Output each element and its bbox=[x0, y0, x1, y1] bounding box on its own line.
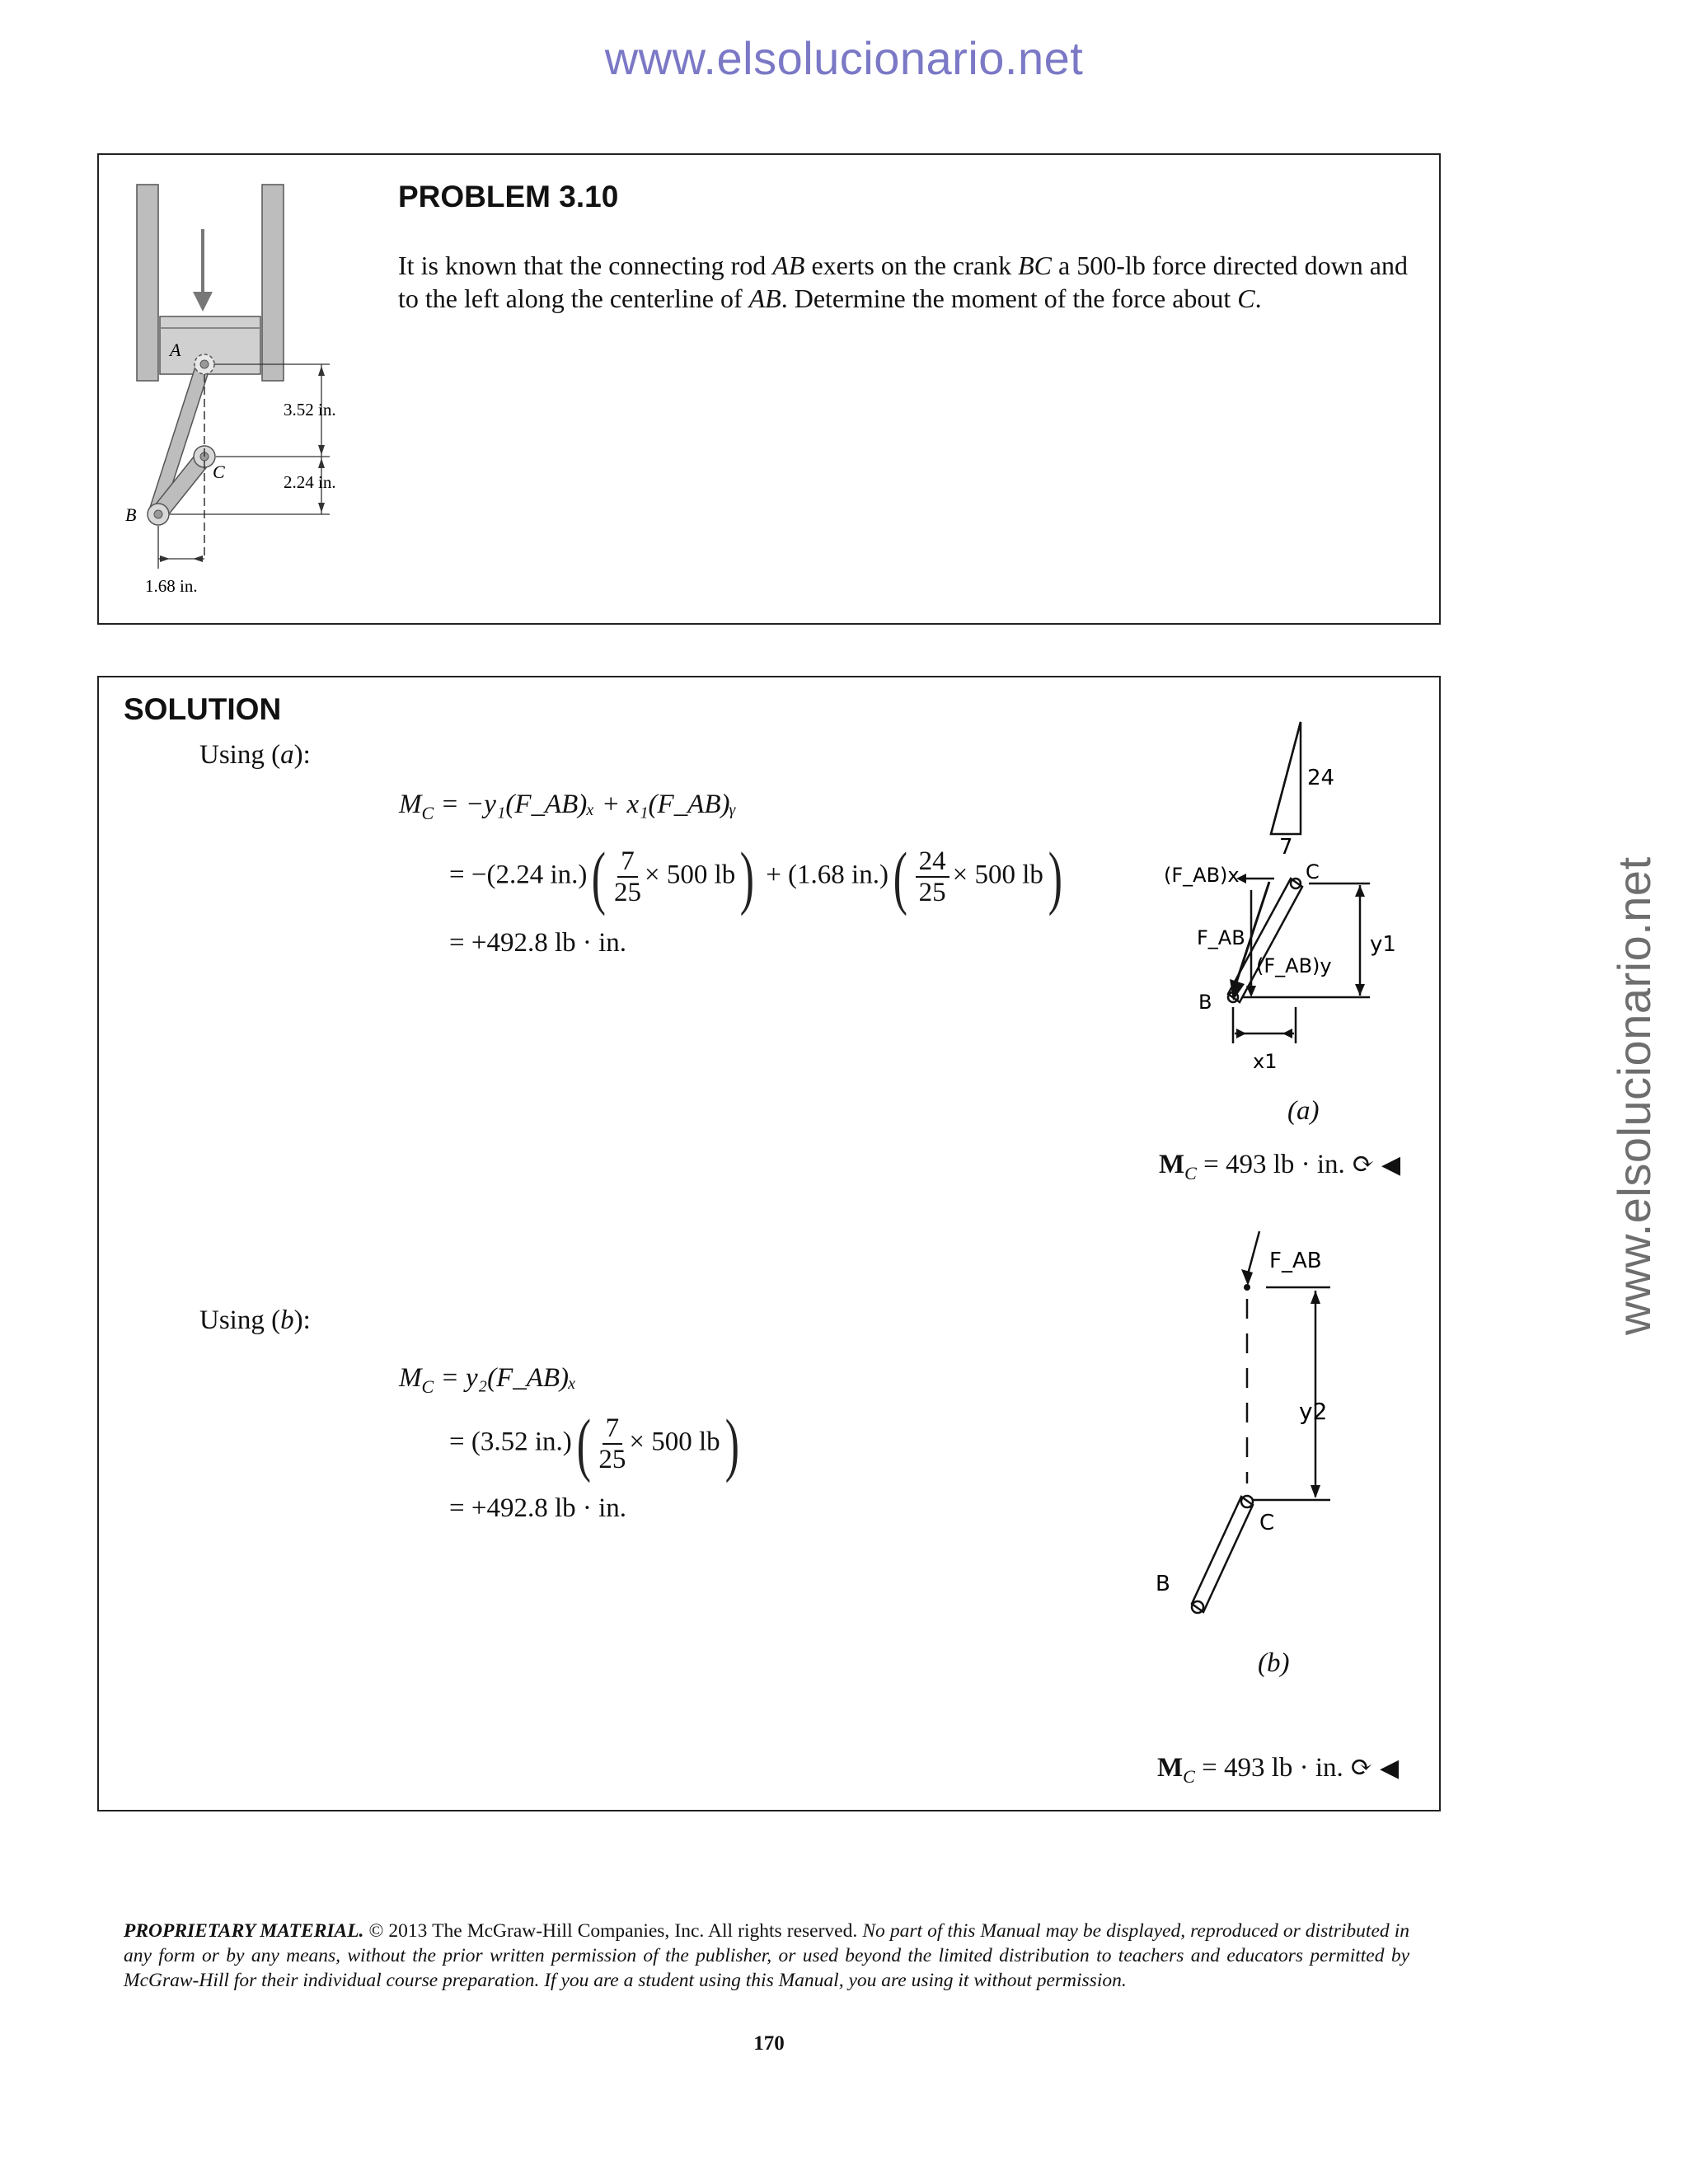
label-b: B bbox=[125, 504, 137, 525]
slope-7: 7 bbox=[1279, 835, 1293, 860]
using-b-label: Using (b): bbox=[199, 1305, 311, 1335]
end-marker-icon: ◀ bbox=[1379, 1755, 1400, 1782]
dim-3-52: 3.52 in. bbox=[284, 400, 336, 419]
caption-a: (a) bbox=[1287, 1096, 1320, 1126]
label-fab-b: F_AB bbox=[1269, 1249, 1322, 1273]
problem-figure bbox=[115, 180, 379, 608]
label-c-b: C bbox=[1259, 1511, 1275, 1535]
label-y2: y2 bbox=[1299, 1398, 1328, 1425]
watermark-side: www.elsolucionario.net bbox=[1608, 856, 1660, 1335]
label-c-a: C bbox=[1306, 860, 1320, 883]
equation-a-line3: = +492.8 lb · in. bbox=[449, 928, 627, 958]
label-x1: x1 bbox=[1253, 1050, 1278, 1073]
problem-statement: It is known that the connecting rod AB exerts on the crank BC a 500-lb force directed down and to the left along the centerline of AB. Determine the moment of the force about C. bbox=[398, 251, 1409, 313]
label-b-a: B bbox=[1198, 991, 1212, 1014]
equation-a-line2: = −(2.24 in.)( $\frac{7}{25}$ × 500 lb) + (1.68 in.)( $\frac{24}{25}$ × 500 lb) bbox=[449, 837, 1062, 916]
equation-a-line1: $M_C$ = −y₁(F_AB)ₓ + x₁(F_AB)ᵧ bbox=[399, 790, 737, 823]
clockwise-moment-icon: ⟳ bbox=[1352, 1150, 1375, 1179]
label-c: C bbox=[213, 462, 225, 482]
problem-title: PROBLEM 3.10 bbox=[398, 180, 619, 213]
page-number: 170 bbox=[753, 2032, 785, 2055]
label-y1: y1 bbox=[1370, 932, 1396, 957]
label-b-b: B bbox=[1156, 1572, 1170, 1596]
solution-title: SOLUTION bbox=[124, 692, 282, 726]
using-a-label: Using (a): bbox=[199, 740, 311, 770]
equation-b-line3: = +492.8 lb · in. bbox=[449, 1493, 627, 1523]
equation-b-line2: = (3.52 in.)( $\frac{7}{25}$ × 500 lb) bbox=[449, 1404, 739, 1483]
figure-b bbox=[1146, 1228, 1360, 1640]
dim-1-68: 1.68 in. bbox=[145, 576, 198, 596]
label-fab-x: (F_AB)x bbox=[1164, 864, 1240, 887]
watermark-top: www.elsolucionario.net bbox=[604, 32, 1084, 84]
label-fab-a: F_AB bbox=[1197, 926, 1245, 949]
end-marker-icon: ◀ bbox=[1381, 1151, 1401, 1179]
figure-a bbox=[1154, 717, 1401, 1096]
label-fab-y: (F_AB)y bbox=[1256, 954, 1332, 977]
label-a: A bbox=[170, 340, 181, 360]
equation-b-line1: $M_C$ = y₂(F_AB)ₓ bbox=[399, 1363, 577, 1397]
slope-24: 24 bbox=[1307, 766, 1335, 790]
answer-a: $M_C = 493$ lb · in. ⟳ ◀ bbox=[1159, 1150, 1401, 1183]
dim-2-24: 2.24 in. bbox=[284, 472, 336, 492]
caption-b: (b) bbox=[1258, 1648, 1290, 1678]
answer-b: $M_C = 493$ lb · in. ⟳ ◀ bbox=[1157, 1753, 1400, 1787]
copyright-notice: PROPRIETARY MATERIAL. © 2013 The McGraw-Hill Companies, Inc. All rights reserved. No part of this Manual may be displayed, reproduced or distributed in any form or by any means, without the prior written permission of the publisher, or used beyond the limited distribution to teachers and educators permitted by McGraw-Hill for their individual course preparation. If you are a student using this Manual, you are using it without permission. bbox=[124, 1920, 1409, 1991]
clockwise-moment-icon: ⟳ bbox=[1350, 1753, 1373, 1783]
